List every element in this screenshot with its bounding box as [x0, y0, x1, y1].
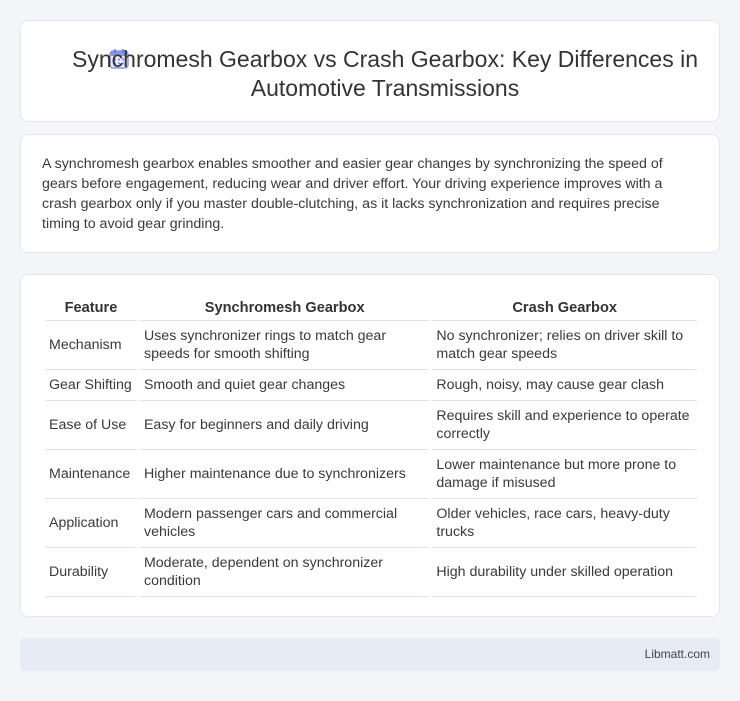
cell-crash: High durability under skilled operation [432, 548, 697, 597]
cell-feature: Gear Shifting [45, 370, 137, 401]
cell-crash: Rough, noisy, may cause gear clash [432, 370, 697, 401]
table-row [45, 548, 697, 597]
header-synchromesh: Synchromesh Gearbox [140, 295, 429, 321]
cell-feature: Maintenance [45, 450, 137, 499]
cell-synchromesh: Easy for beginners and daily driving [140, 401, 429, 450]
intro-paragraph: A synchromesh gearbox enables smoother and easier gear changes by synchronizing the speed of gears before engagement, reducing wear and driver effort. Your driving experience improves with a crash gearbox only if you master double-clutching, as it lacks synchronization and requires precise timing to avoid gear grinding. [42, 156, 663, 232]
cell-feature: Application [45, 499, 137, 548]
header-card [20, 20, 720, 122]
cell-synchromesh: Moderate, dependent on synchronizer condition [140, 548, 429, 597]
footer-bar [20, 638, 720, 671]
header-feature: Feature [45, 295, 137, 321]
cell-synchromesh: Uses synchronizer rings to match gear speeds for smooth shifting [140, 321, 429, 370]
cell-feature: Mechanism [45, 321, 137, 370]
intro-card [20, 134, 720, 253]
table-row [45, 401, 697, 450]
cell-synchromesh: Smooth and quiet gear changes [140, 370, 429, 401]
cell-synchromesh: Modern passenger cars and commercial vehicles [140, 499, 429, 548]
cell-feature: Durability [45, 548, 137, 597]
cell-feature: Ease of Use [45, 401, 137, 450]
footer-site-link[interactable]: Libmatt.com [644, 647, 710, 661]
table-row [45, 450, 697, 499]
comparison-table [42, 295, 700, 597]
table-header-row [45, 295, 697, 321]
table-row [45, 499, 697, 548]
table-row [45, 321, 697, 370]
cell-synchromesh: Higher maintenance due to synchronizers [140, 450, 429, 499]
comparison-card [20, 274, 720, 617]
header-crash: Crash Gearbox [432, 295, 697, 321]
cell-crash: Older vehicles, race cars, heavy-duty trucks [432, 499, 697, 548]
cell-crash: Lower maintenance but more prone to damage if misused [432, 450, 697, 499]
cell-crash: Requires skill and experience to operate correctly [432, 401, 697, 450]
table-row [45, 370, 697, 401]
page-title: Synchromesh Gearbox vs Crash Gearbox: Key Differences in Automotive Transmissions [72, 46, 698, 101]
cell-crash: No synchronizer; relies on driver skill to match gear speeds [432, 321, 697, 370]
